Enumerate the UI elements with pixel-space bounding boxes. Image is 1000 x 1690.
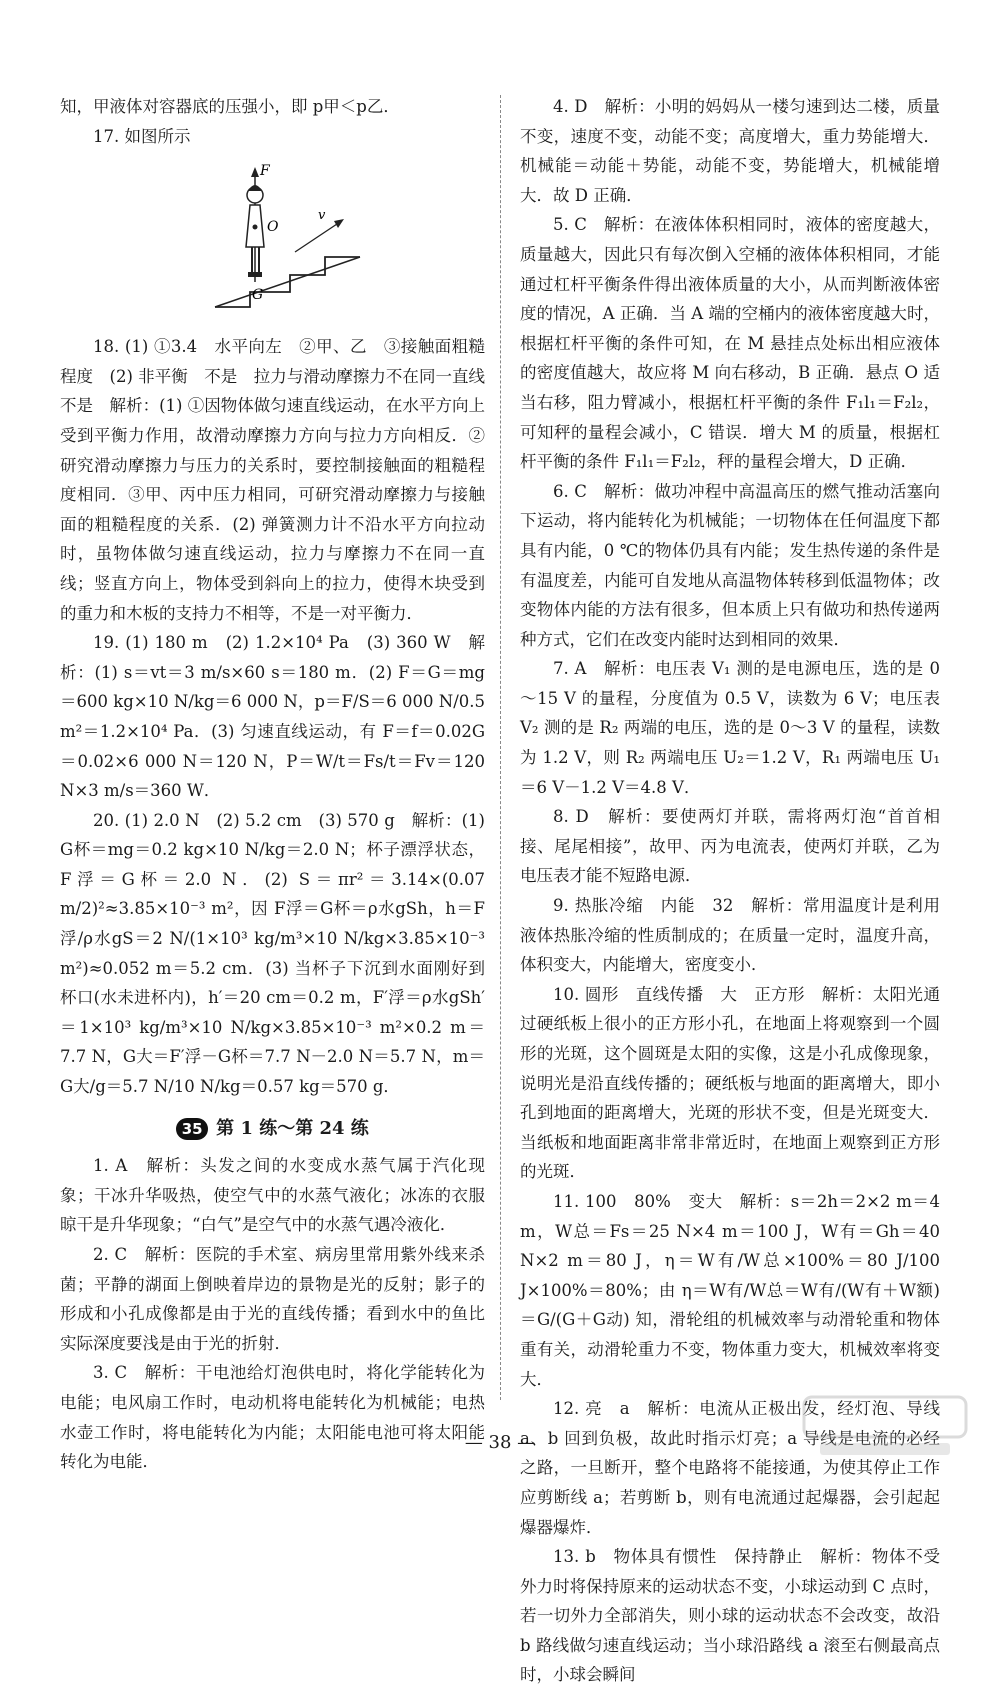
section-badge: 35 <box>176 1118 208 1140</box>
stairs-force-diagram <box>210 157 370 322</box>
answer-8: 8. D 解析：要使两灯并联，需将两灯泡“首首相接、尾尾相接”，故甲、丙为电流表，使两灯并联，乙为电压表才能不短路电源． <box>520 807 940 886</box>
answer-1: 1. A 解析：头发之间的水变成水蒸气属于汽化现象；干冰升华吸热，使空气中的水蒸气液化；冰冻的衣服晾干是升华现象；“白气”是空气中的水蒸气遇冷液化． <box>60 1156 485 1235</box>
answer-13: 13. b 物体具有惯性 保持静止 解析：物体不受外力时将保持原来的运动状态不变，小球运动到 C 点时，若一切外力全部消失，则小球的运动状态不会改变，故沿 b 路线做匀速直线运动；当小球沿路线 a 滚至右侧最高点时，小球会瞬间 <box>520 1547 940 1685</box>
answer-19: 19. (1) 180 m (2) 1.2×10⁴ Pa (3) 360 W 解析：(1) s＝vt＝3 m/s×60 s＝180 m．(2) F＝G＝mg＝600 kg×10 N/kg＝6 000 N，p＝F/S＝6 000 N/0.5 m²＝1.2×10⁴ Pa．(3) 匀速直线运动，有 F＝f＝0.02G＝0.02×6 000 N＝120 N，P＝W/t＝Fs/t＝Fv＝120 N×3 m/s＝360 W． <box>60 633 485 801</box>
answer-6: 6. C 解析：做功冲程中高温高压的燃气推动活塞向下运动，将内能转化为机械能；一切物体在任何温度下都具有内能，0 ℃的物体仍具有内能；发生热传递的条件是有温度差，内能可自发地从高温物体转移到低温物体；改变物体内能的方法有很多，但本质上只有做功和热传递两种方式，它们在改变内能时达到相同的效果． <box>520 481 940 649</box>
answer-3: 3. C 解析：干电池给灯泡供电时，将化学能转化为电能；电风扇工作时，电动机将电能转化为机械能；电热水壶工作时，将电能转化为内能；太阳能电池可将太阳能转化为电能． <box>60 1363 485 1472</box>
force-label-F: F <box>260 163 270 180</box>
page-number: — 38 — <box>464 1432 536 1453</box>
column-divider <box>500 95 501 1400</box>
answer-20: 20. (1) 2.0 N (2) 5.2 cm (3) 570 g 解析：(1) G杯＝mg＝0.2 kg×10 N/kg＝2.0 N；杯子漂浮状态，F浮＝G杯＝2.0 N．(2) S＝πr²＝3.14×(0.07 m/2)²≈3.85×10⁻³ m²，因 F浮＝G杯＝ρ水gSh，h＝F浮/ρ水gS＝2 N/(1×10³ kg/m³×10 N/kg×3.85×10⁻³ m²)≈0.052 m＝5.2 cm．(3) 当杯子下沉到水面刚好到杯口(水未进杯内)，h′＝20 cm＝0.2 m，F′浮＝ρ水gSh′＝1×10³ kg/m³×10 N/kg×3.85×10⁻³ m²×0.2 m＝7.7 N，G大＝F′浮－G杯＝7.7 N－2.0 N＝5.7 N，m＝G大/g＝5.7 N/10 N/kg＝0.57 kg＝570 g． <box>60 810 485 1097</box>
answer-10: 10. 圆形 直线传播 大 正方形 解析：太阳光通过硬纸板上很小的正方形小孔，在地面上将观察到一个圆形的光斑，这个圆斑是太阳的实像，这是小孔成像现象，说明光是沿直线传播的；硬纸板与地面的距离增大，即小孔到地面的距离增大，光斑的形状不变，但是光斑变大．当纸板和地面距离非常非常近时，在地面上观察到正方形的光斑． <box>520 984 940 1182</box>
section-title: 第 1 练～第 24 练 <box>216 1117 369 1139</box>
watermark-logo-icon <box>800 1391 970 1461</box>
answer-5: 5. C 解析：在液体体积相同时，液体的密度越大，质量越大，因此只有每次倒入空桶的液体体积相同，才能通过杠杆平衡条件得出液体质量的大小，从而判断液体密度的情况，A 正确．当 A 端的空桶内的液体密度越大时，根据杠杆平衡的条件可知，在 M 悬挂点处标出相应液体的密度值越大，故应将 M 向右移动，B 正确．悬点 O 适当右移，阻力臂减小，根据杠杆平衡的条件 F₁l₁＝F₂l₂，可知秤的量程会减小，C 错误．增大 M 的质量，根据杠杆平衡的条件 F₁l₁＝F₂l₂，秤的量程会增大，D 正确． <box>520 215 940 472</box>
velocity-label-v: v <box>318 208 326 224</box>
figure-17-person-on-stairs <box>210 157 370 322</box>
left-column <box>60 92 502 1477</box>
answer-9: 9. 热胀冷缩 内能 32 解析：常用温度计是利用液体热胀冷缩的性质制成的；在质量一定时，温度升高，体积变大，内能增大，密度变小． <box>520 896 940 975</box>
point-label-O: O <box>267 219 279 236</box>
answer-16-end: 知，甲液体对容器底的压强小，即 p甲＜p乙． <box>60 97 400 116</box>
answer-17: 17. 如图所示 <box>93 126 191 146</box>
answer-18: 18. (1) ①3.4 水平向左 ②甲、乙 ③接触面粗糙程度 (2) 非平衡 不是 拉力与滑动摩擦力不在同一直线 不是 解析：(1) ①因物体做匀速直线运动，在水平方向上受到平衡力作用，故滑动摩擦力方向与拉力方向相反．②研究滑动摩擦力与压力的关系时，要控制接触面的粗糙程度相同．③甲、丙中压力相同，可研究滑动摩擦力与接触面的粗糙程度的关系．(2) 弹簧测力计不沿水平方向拉动时，虽物体做匀速直线运动，拉力与摩擦力不在同一直线；竖直方向上，物体受到斜向上的拉力，使得木块受到的重力和木板的支持力不相等，不是一对平衡力． <box>60 337 502 623</box>
answer-12: 12. 亮 a 解析：电流从正极出发，经灯泡、导线 a、b 回到负极，故此时指示灯亮；a 导线是电流的必经之路，一旦断开，整个电路将不能接通，为使其停止工作应剪断线 a；若剪断 b，则有电流通过起爆器，会引起起爆器爆炸． <box>520 1399 940 1537</box>
section-heading <box>60 1114 485 1144</box>
answer-7: 7. A 解析：电压表 V₁ 测的是电源电压，选的是 0～15 V 的量程，分度值为 0.5 V，读数为 6 V；电压表 V₂ 测的是 R₂ 两端的电压，选的是 0～3 V 的量程，读数为 1.2 V，则 R₂ 两端电压 U₂＝1.2 V，R₁ 两端电压 U₁＝6 V－1.2 V＝4.8 V． <box>520 659 940 797</box>
answer-11: 11. 100 80% 变大 解析：s＝2h＝2×2 m＝4 m，W总＝Fs＝25 N×4 m＝100 J，W有＝Gh＝40 N×2 m＝80 J，η＝W有/W总×100%＝80 J/100 J×100%＝80%；由 η＝W有/W总＝W有/(W有＋W额)＝G/(G＋G动) 知，滑轮组的机械效率与动滑轮重和物体重有关，动滑轮重力不变，物体重力变大，机械效率将变大． <box>520 1191 940 1389</box>
answer-2: 2. C 解析：医院的手术室、病房里常用紫外线来杀菌；平静的湖面上倒映着岸边的景物是光的反射；影子的形成和小孔成像都是由于光的直线传播；看到水中的鱼比实际深度要浅是由于光的折射． <box>60 1245 485 1353</box>
gravity-label-G: G <box>252 287 264 304</box>
answer-4: 4. D 解析：小明的妈妈从一楼匀速到达二楼，质量不变，速度不变，动能不变；高度增大，重力势能增大．机械能＝动能＋势能，动能不变，势能增大，机械能增大．故 D 正确． <box>520 97 940 205</box>
